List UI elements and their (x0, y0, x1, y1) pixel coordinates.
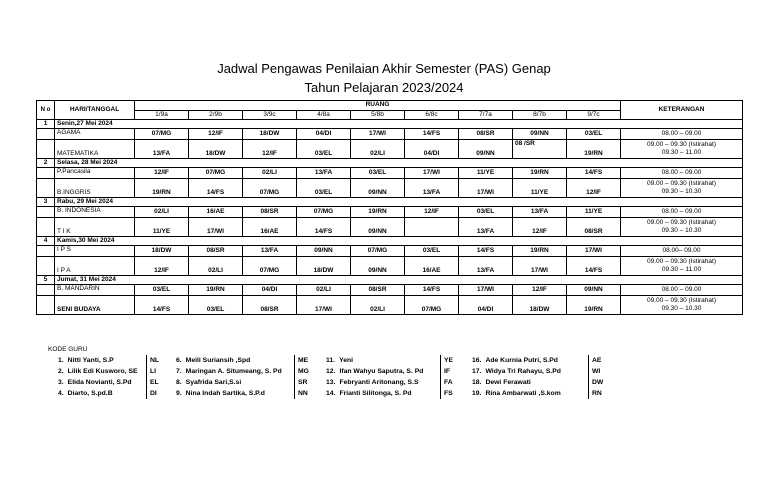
cell-value: 19/RN (189, 285, 243, 296)
cell-value: 12/IF (567, 179, 621, 198)
teacher-number: 6. (176, 357, 182, 364)
cell-value: 03/EL (567, 129, 621, 140)
cell-value: 18/DW (297, 257, 351, 276)
legend-item (326, 366, 460, 377)
teacher-number: 13. (326, 379, 336, 386)
teacher-code: DW (588, 377, 603, 388)
teacher-code: RN (588, 388, 602, 399)
legend-item (326, 388, 460, 399)
cell-value: 13/FA (297, 168, 351, 179)
cell-value: 17/WI (189, 218, 243, 237)
cell-value: 02/LI (297, 285, 351, 296)
keterangan-line: 09.00 – 09.30 (Istirahat) (646, 180, 716, 187)
row-blank (37, 257, 55, 276)
keterangan-cell (621, 129, 743, 140)
teacher-name: Nitti Yanti, S.P (67, 357, 114, 364)
teacher-code: EL (146, 377, 159, 388)
keterangan-line: 08.00 – 09.00 (661, 286, 702, 293)
schedule-table (36, 100, 743, 315)
teacher-name: Widya Tri Rahayu, S.Pd (485, 368, 561, 375)
subject-name: P.Pancasila (55, 168, 135, 179)
cell-value: 03/EL (189, 296, 243, 315)
day-row (37, 159, 743, 168)
row-blank (37, 129, 55, 140)
teacher-code: FS (440, 388, 453, 399)
row-blank (37, 285, 55, 296)
teacher-code: NL (146, 355, 159, 366)
kode-guru-label: KODE GURU (48, 346, 88, 353)
cell-value: 08/SR (459, 129, 513, 140)
keterangan-cell (621, 179, 743, 198)
cell-value: 12/IF (135, 168, 189, 179)
teacher-code: AE (588, 355, 601, 366)
keterangan-line: 09.30 – 10.30 (661, 227, 702, 234)
cell-value: 17/WI (459, 285, 513, 296)
teacher-number: 2. (58, 368, 64, 375)
subject-name: B. MANDARIN (55, 285, 135, 296)
teacher-code: ME (294, 355, 308, 366)
cell-value: 09/NN (459, 140, 513, 159)
cell-value: 17/WI (405, 168, 459, 179)
row-blank (37, 296, 55, 315)
cell-value: 02/LI (351, 296, 405, 315)
subject-row (37, 129, 743, 140)
cell-value: 13/FA (405, 179, 459, 198)
subject-name: I P A (55, 257, 135, 276)
cell-value: 09/NN (351, 179, 405, 198)
subject-row (37, 246, 743, 257)
cell-value: 09/NN (513, 129, 567, 140)
cell-value: 11/YE (135, 218, 189, 237)
cell-value: 08 /SR (513, 140, 567, 159)
room-header: 9/7c (567, 110, 621, 120)
legend-item (472, 355, 608, 366)
subject-name: MATEMATIKA (55, 140, 135, 159)
teacher-number: 16. (472, 357, 482, 364)
legend-column (58, 355, 166, 399)
day-date: Jumat, 31 Mei 2024 (55, 276, 743, 285)
cell-value: 09/NN (351, 218, 405, 237)
cell-value: 16/AE (405, 257, 459, 276)
keterangan-line: 09.30 – 11.00 (661, 266, 702, 273)
subject-name: I P S (55, 246, 135, 257)
cell-value: 03/EL (135, 285, 189, 296)
cell-value: 09/NN (567, 285, 621, 296)
cell-value: 12/IF (189, 129, 243, 140)
legend-item (58, 366, 166, 377)
cell-value: 07/MG (351, 246, 405, 257)
cell-value: 07/MG (243, 257, 297, 276)
cell-value: 17/WI (513, 257, 567, 276)
cell-value: 02/LI (135, 207, 189, 218)
cell-value: 18/DW (135, 246, 189, 257)
cell-value: 13/FA (513, 207, 567, 218)
cell-value: 18/DW (513, 296, 567, 315)
cell-value: 14/FS (405, 285, 459, 296)
teacher-name: Ifan Wahyu Saputra, S. Pd (339, 368, 424, 375)
legend-item (58, 355, 166, 366)
cell-value: 11/YE (513, 179, 567, 198)
cell-value: 14/FS (405, 129, 459, 140)
cell-value: 07/MG (135, 129, 189, 140)
keterangan-cell (621, 140, 743, 159)
header-ruang: RUANG (135, 101, 621, 111)
teacher-code: LI (146, 366, 156, 377)
room-header: 3/9c (243, 110, 297, 120)
teacher-name: Meili Suriansih ,Spd (185, 357, 251, 364)
cell-value: 13/FA (459, 257, 513, 276)
legend-column (326, 355, 460, 399)
cell-value: 11/YE (459, 168, 513, 179)
document-subtitle: Tahun Pelajaran 2023/2024 (304, 80, 464, 95)
keterangan-line: 09.00 – 09.30 (Istirahat) (646, 219, 716, 226)
cell-value (405, 218, 459, 237)
teacher-name: Nina Indah Sartika, S.P.d (185, 390, 265, 397)
room-header: 8/7b (513, 110, 567, 120)
teacher-name: Rina Ambarwati ,S.kom (485, 390, 561, 397)
teacher-code: SR (294, 377, 307, 388)
cell-value: 08/SR (243, 296, 297, 315)
cell-value: 02/LI (243, 168, 297, 179)
subject-row (37, 168, 743, 179)
teacher-number: 12. (326, 368, 336, 375)
cell-value: 04/DI (243, 285, 297, 296)
room-header: 4/8a (297, 110, 351, 120)
cell-value: 13/FA (135, 140, 189, 159)
row-blank (37, 218, 55, 237)
teacher-name: Elida Novianti, S.Pd (67, 379, 132, 386)
cell-value: 04/DI (459, 296, 513, 315)
header-day: HARI/TANGGAL (55, 101, 135, 120)
cell-value: 12/IF (513, 285, 567, 296)
cell-value: 02/LI (351, 140, 405, 159)
keterangan-line: 08.00 – 09.00 (661, 208, 702, 215)
day-row (37, 237, 743, 246)
subject-row (37, 140, 743, 159)
keterangan-line: 09.30 – 10.30 (661, 305, 702, 312)
teacher-code: WI (588, 366, 600, 377)
cell-value: 12/IF (135, 257, 189, 276)
legend-item (176, 377, 314, 388)
teacher-name: Lilik Edi Kusworo, SE (67, 368, 138, 375)
day-date: Rabu, 29 Mei 2024 (55, 198, 743, 207)
day-number: 3 (37, 198, 55, 207)
room-header: 1/9a (135, 110, 189, 120)
row-blank (37, 246, 55, 257)
cell-value: 09/NN (351, 257, 405, 276)
cell-value: 19/RN (351, 207, 405, 218)
cell-value: 08/SR (351, 285, 405, 296)
row-blank (37, 140, 55, 159)
subject-row (37, 296, 743, 315)
keterangan-line: 08.00 – 09.00 (661, 169, 702, 176)
legend-item (176, 388, 314, 399)
header-keterangan: KETERANGAN (621, 101, 743, 120)
header-no: N o (37, 101, 55, 120)
day-row (37, 198, 743, 207)
keterangan-cell (621, 207, 743, 218)
day-row (37, 120, 743, 129)
teacher-name: Frianti Silitonga, S. Pd (339, 390, 412, 397)
cell-value: 19/RN (567, 296, 621, 315)
teacher-number: 14. (326, 390, 336, 397)
legend-item (472, 366, 608, 377)
keterangan-cell (621, 296, 743, 315)
cell-value: 16/AE (243, 218, 297, 237)
header-row-1 (37, 101, 743, 111)
cell-value: 14/FS (297, 218, 351, 237)
subject-row (37, 179, 743, 198)
cell-value: 14/FS (135, 296, 189, 315)
subject-name: T I K (55, 218, 135, 237)
teacher-number: 17. (472, 368, 482, 375)
teacher-code: YE (440, 355, 453, 366)
subject-row (37, 285, 743, 296)
keterangan-cell (621, 218, 743, 237)
cell-value: 19/RN (513, 168, 567, 179)
cell-value: 03/EL (297, 179, 351, 198)
cell-value: 03/EL (351, 168, 405, 179)
legend-item (58, 388, 166, 399)
row-blank (37, 179, 55, 198)
legend-item (472, 377, 608, 388)
cell-value: 03/EL (297, 140, 351, 159)
subject-row (37, 207, 743, 218)
teacher-code: DI (146, 388, 157, 399)
cell-value: 04/DI (405, 140, 459, 159)
day-date: Selasa, 28 Mei 2024 (55, 159, 743, 168)
keterangan-cell (621, 257, 743, 276)
legend-item (326, 355, 460, 366)
subject-name: SENI BUDAYA (55, 296, 135, 315)
subject-name: AGAMA (55, 129, 135, 140)
room-header: 5/8b (351, 110, 405, 120)
cell-value: 17/WI (297, 296, 351, 315)
keterangan-line: 09.00 – 09.30 (Istirahat) (646, 141, 716, 148)
teacher-number: 18. (472, 379, 482, 386)
room-header: 7/7a (459, 110, 513, 120)
legend-item (326, 377, 460, 388)
keterangan-line: 09.30 – 10.30 (661, 188, 702, 195)
cell-value: 11/YE (567, 207, 621, 218)
day-number: 4 (37, 237, 55, 246)
cell-value: 09/NN (297, 246, 351, 257)
keterangan-line: 08.00– 09.00 (662, 247, 701, 254)
keterangan-line: 09.00 – 09.30 (Istirahat) (646, 297, 716, 304)
cell-value: 07/MG (405, 296, 459, 315)
cell-value: 19/RN (513, 246, 567, 257)
legend-item (58, 377, 166, 388)
legend-item (472, 388, 608, 399)
keterangan-cell (621, 246, 743, 257)
cell-value: 18/DW (243, 129, 297, 140)
teacher-number: 19. (472, 390, 482, 397)
legend-column (472, 355, 608, 399)
teacher-code: NN (294, 388, 308, 399)
teacher-name: Maringan A. Situmeang, S. Pd (185, 368, 282, 375)
keterangan-line: 09.30 – 11.00 (661, 149, 702, 156)
teacher-number: 8. (176, 379, 182, 386)
cell-value: 08/SR (243, 207, 297, 218)
row-blank (37, 168, 55, 179)
cell-value: 07/MG (189, 168, 243, 179)
cell-value: 19/RN (135, 179, 189, 198)
cell-value: 07/MG (297, 207, 351, 218)
room-header: 2/9b (189, 110, 243, 120)
cell-value: 04/DI (297, 129, 351, 140)
cell-value: 02/LI (189, 257, 243, 276)
document-title: Jadwal Pengawas Penilaian Akhir Semester (PAS) Genap (217, 61, 551, 76)
cell-value: 18/DW (189, 140, 243, 159)
teacher-number: 9. (176, 390, 182, 397)
subject-row (37, 257, 743, 276)
subject-name: B. INDONESIA (55, 207, 135, 218)
day-number: 1 (37, 120, 55, 129)
room-header: 6/8c (405, 110, 459, 120)
day-row (37, 276, 743, 285)
legend-column (176, 355, 314, 399)
cell-value: 08/SR (567, 218, 621, 237)
keterangan-line: 08.00 – 09.00 (661, 130, 702, 137)
cell-value: 14/FS (567, 257, 621, 276)
day-date: Kamis,30 Mei 2024 (55, 237, 743, 246)
day-number: 5 (37, 276, 55, 285)
legend-item (176, 366, 314, 377)
keterangan-cell (621, 285, 743, 296)
cell-value: 07/MG (243, 179, 297, 198)
teacher-number: 7. (176, 368, 182, 375)
teacher-code: FA (440, 377, 453, 388)
legend-item (176, 355, 314, 366)
teacher-number: 4. (58, 390, 64, 397)
day-number: 2 (37, 159, 55, 168)
cell-value: 19/RN (567, 140, 621, 159)
cell-value: 12/IF (243, 140, 297, 159)
teacher-name: Febryanti Aritonang, S.S (339, 379, 419, 386)
subject-name: B.INGGRIS (55, 179, 135, 198)
cell-value: 13/FA (243, 246, 297, 257)
teacher-code: IF (440, 366, 450, 377)
subject-row (37, 218, 743, 237)
cell-value: 12/IF (513, 218, 567, 237)
cell-value: 08/SR (189, 246, 243, 257)
day-date: Senin,27 Mei 2024 (55, 120, 743, 129)
teacher-name: Diarto, S.pd.B (67, 390, 113, 397)
teacher-name: Syafrida Sari,S.si (185, 379, 242, 386)
row-blank (37, 207, 55, 218)
teacher-number: 1. (58, 357, 64, 364)
cell-value: 17/WI (351, 129, 405, 140)
keterangan-cell (621, 168, 743, 179)
cell-value: 17/WI (459, 179, 513, 198)
cell-value: 14/FS (459, 246, 513, 257)
teacher-name: Ade Kurnia Putri, S.Pd (485, 357, 558, 364)
teacher-name: Yeni (339, 357, 354, 364)
teacher-number: 11. (326, 357, 336, 364)
cell-value: 03/EL (405, 246, 459, 257)
cell-value: 14/FS (189, 179, 243, 198)
cell-value: 03/EL (459, 207, 513, 218)
keterangan-line: 09.00 – 09.30 (Istirahat) (646, 258, 716, 265)
teacher-code: MG (294, 366, 309, 377)
cell-value: 16/AE (189, 207, 243, 218)
cell-value: 13/FA (459, 218, 513, 237)
cell-value: 14/FS (567, 168, 621, 179)
teacher-number: 3. (58, 379, 64, 386)
cell-value: 12/IF (405, 207, 459, 218)
teacher-name: Dewi Ferawati (485, 379, 531, 386)
cell-value: 17/WI (567, 246, 621, 257)
